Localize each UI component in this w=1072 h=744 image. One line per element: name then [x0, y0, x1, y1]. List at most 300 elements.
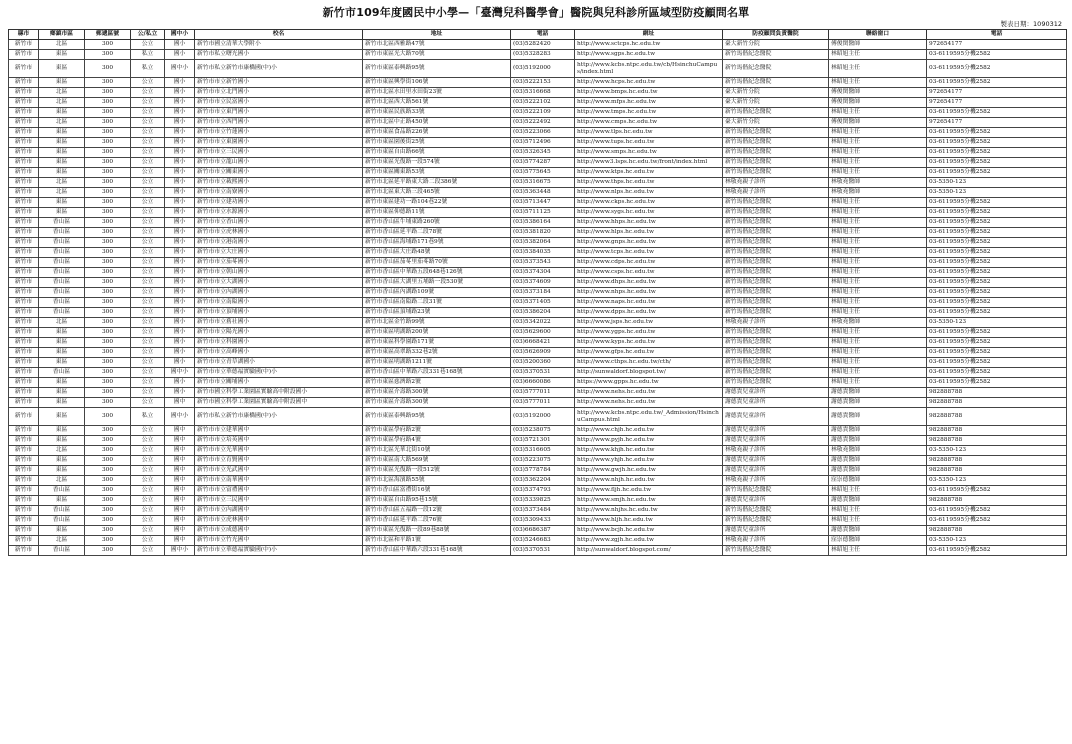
cell-address: 新竹市香山區延平路二段78號: [363, 228, 511, 238]
cell-county: 新竹市: [9, 118, 39, 128]
cell-postal-code: 300: [85, 526, 131, 536]
cell-hospital: 新竹馬偕紀念醫院: [723, 148, 829, 158]
cell-public-private: 公立: [131, 78, 165, 88]
cell-contact: 林昭旭主任: [829, 328, 927, 338]
cell-school-level: 國小: [165, 228, 195, 238]
cell-district: 北區: [39, 178, 85, 188]
cell-public-private: 公立: [131, 138, 165, 148]
cell-county: 新竹市: [9, 546, 39, 556]
cell-public-private: 公立: [131, 398, 165, 408]
cell-postal-code: 300: [85, 516, 131, 526]
cell-address: 新竹市東區建功一路104巷22號: [363, 198, 511, 208]
cell-county: 新竹市: [9, 496, 39, 506]
cell-school-name: 新竹市市立虎林國小: [195, 228, 363, 238]
cell-public-private: 公立: [131, 168, 165, 178]
cell-phone: (03)5386164: [511, 218, 575, 228]
table-row: [9, 486, 1067, 496]
header-hospital: 防疫顧問負責醫院: [723, 30, 829, 40]
cell-contact: 窪崇德醫師: [829, 476, 927, 486]
cell-school-name: 新竹市市立三民國小: [195, 148, 363, 158]
cell-county: 新竹市: [9, 258, 39, 268]
cell-district: 東區: [39, 158, 85, 168]
cell-postal-code: 300: [85, 466, 131, 476]
cell-website[interactable]: http://www.sctcps.hc.edu.tw: [575, 40, 723, 50]
cell-website[interactable]: http://www.kyps.hc.edu.tw: [575, 338, 723, 348]
cell-website[interactable]: http://www.ckps.hc.edu.tw: [575, 198, 723, 208]
cell-website[interactable]: https://www.gpps.hc.edu.tw: [575, 378, 723, 388]
cell-phone: (03)5778784: [511, 466, 575, 476]
cell-public-private: 公立: [131, 318, 165, 328]
cell-hospital: 臺大新竹分院: [723, 98, 829, 108]
cell-website[interactable]: http://www.nehs.hc.edu.tw: [575, 388, 723, 398]
cell-public-private: 私立: [131, 408, 165, 426]
cell-website[interactable]: http://www.nhjhs.hc.edu.tw: [575, 506, 723, 516]
cell-district: 北區: [39, 536, 85, 546]
cell-school-level: 國小: [165, 158, 195, 168]
cell-district: 北區: [39, 118, 85, 128]
table-row: [9, 188, 1067, 198]
cell-website[interactable]: http://www.hhps.hc.edu.tw: [575, 218, 723, 228]
cell-school-level: 國小: [165, 108, 195, 118]
cell-website[interactable]: http://www.dpps.hc.edu.tw: [575, 308, 723, 318]
cell-school-level: 國中: [165, 516, 195, 526]
cell-school-name: 新竹市市立南華國中: [195, 476, 363, 486]
cell-school-name: 新竹市市立大湖國小: [195, 278, 363, 288]
cell-hospital: 臺大新竹分院: [723, 40, 829, 50]
table-row: [9, 506, 1067, 516]
cell-public-private: 公立: [131, 198, 165, 208]
cell-district: 東區: [39, 108, 85, 118]
cell-postal-code: 300: [85, 168, 131, 178]
cell-phone: (03)5373484: [511, 506, 575, 516]
header-address: 地址: [363, 30, 511, 40]
cell-school-level: 國小: [165, 288, 195, 298]
cell-hospital: 新竹馬偕紀念醫院: [723, 378, 829, 388]
cell-hospital: 謝德貴兒童診所: [723, 436, 829, 446]
cell-website[interactable]: http://www.dhps.hc.edu.tw: [575, 278, 723, 288]
cell-school-name: 新竹市市立茄苳國小: [195, 258, 363, 268]
cell-address: 新竹市東區學府路2號: [363, 426, 511, 436]
cell-website[interactable]: http://www.nlps.hc.edu.tw: [575, 188, 723, 198]
cell-website[interactable]: http://www.chjh.hc.edu.tw: [575, 426, 723, 436]
cell-contact-phone: 03-6119595分機2582: [927, 158, 1067, 168]
table-row: [9, 368, 1067, 378]
cell-hospital: 謝德貴兒童診所: [723, 398, 829, 408]
cell-address: 新竹市東區南大路569號: [363, 456, 511, 466]
cell-public-private: 公立: [131, 98, 165, 108]
cell-public-private: 公立: [131, 108, 165, 118]
cell-school-level: 國小: [165, 50, 195, 60]
cell-postal-code: 300: [85, 426, 131, 436]
cell-contact: 林昭旭主任: [829, 268, 927, 278]
cell-school-level: 國中: [165, 446, 195, 456]
table-row: [9, 526, 1067, 536]
cell-public-private: 公立: [131, 118, 165, 128]
cell-school-level: 國小: [165, 358, 195, 368]
cell-website[interactable]: http://www.ktps.hc.edu.tw: [575, 168, 723, 178]
cell-district: 東區: [39, 338, 85, 348]
cell-school-level: 國中小: [165, 408, 195, 426]
cell-contact-phone: 03-6119595分機2582: [927, 168, 1067, 178]
cell-phone: (03)5711125: [511, 208, 575, 218]
cell-school-name: 新竹市國立科學工業園區實驗高中附設國小: [195, 388, 363, 398]
cell-hospital: 謝德貴兒童診所: [723, 456, 829, 466]
cell-public-private: 公立: [131, 486, 165, 496]
cell-website[interactable]: http://www.cdps.hc.edu.tw: [575, 258, 723, 268]
cell-website[interactable]: http://www.csps.hc.edu.tw: [575, 268, 723, 278]
cell-county: 新竹市: [9, 516, 39, 526]
cell-website[interactable]: http://www.bmps.hc.edu.tw: [575, 88, 723, 98]
cell-hospital: 新竹馬偕紀念醫院: [723, 546, 829, 556]
cell-school-name: 新竹市市立朝山國小: [195, 268, 363, 278]
cell-website[interactable]: http://www.khjh.hc.edu.tw: [575, 446, 723, 456]
cell-school-name: 新竹市私立新竹市康橋國(中)小: [195, 408, 363, 426]
cell-postal-code: 300: [85, 358, 131, 368]
cell-address: 新竹市北區延平路東大路二段386號: [363, 178, 511, 188]
cell-hospital: 新竹馬偕紀念醫院: [723, 78, 829, 88]
cell-website[interactable]: http://www.smps.hc.edu.tw: [575, 148, 723, 158]
cell-hospital: 新竹馬偕紀念醫院: [723, 60, 829, 78]
cell-phone: (03)6668421: [511, 338, 575, 348]
cell-public-private: 公立: [131, 456, 165, 466]
cell-contact-phone: 03-6119595分機2582: [927, 248, 1067, 258]
header-postal-code: 郵遞區號: [85, 30, 131, 40]
cell-district: 東區: [39, 328, 85, 338]
cell-contact-phone: 03-6119595分機2582: [927, 268, 1067, 278]
cell-school-name: 新竹市市立光華國中: [195, 446, 363, 456]
cell-postal-code: 300: [85, 446, 131, 456]
cell-website[interactable]: http://www.sygs.hc.edu.tw: [575, 208, 723, 218]
cell-public-private: 公立: [131, 128, 165, 138]
cell-public-private: 私立: [131, 60, 165, 78]
cell-hospital: 新竹馬偕紀念醫院: [723, 218, 829, 228]
cell-hospital: 新竹馬偕紀念醫院: [723, 516, 829, 526]
cell-phone: (03)5246683: [511, 536, 575, 546]
cell-website[interactable]: http://www.gnps.hc.edu.tw: [575, 238, 723, 248]
cell-school-name: 新竹市市立育賢國中: [195, 456, 363, 466]
cell-hospital: 新竹馬偕紀念醫院: [723, 158, 829, 168]
cell-county: 新竹市: [9, 198, 39, 208]
cell-district: 東區: [39, 398, 85, 408]
table-row: [9, 378, 1067, 388]
cell-phone: (03)5384035: [511, 248, 575, 258]
cell-district: 香山區: [39, 546, 85, 556]
cell-district: 東區: [39, 168, 85, 178]
cell-public-private: 公立: [131, 526, 165, 536]
cell-school-level: 國小: [165, 298, 195, 308]
cell-school-name: 新竹市市立北門國小: [195, 88, 363, 98]
cell-phone: (03)5223075: [511, 456, 575, 466]
cell-phone: (03)5374793: [511, 486, 575, 496]
cell-county: 新竹市: [9, 98, 39, 108]
table-row: [9, 228, 1067, 238]
cell-public-private: 公立: [131, 348, 165, 358]
cell-website[interactable]: http://www.kcbs.ntpc.edu.tw/cb/HsinchuCampus/index.html: [575, 60, 723, 78]
cell-postal-code: 300: [85, 536, 131, 546]
cell-phone: (03)5339825: [511, 496, 575, 506]
cell-school-level: 國小: [165, 278, 195, 288]
cell-website[interactable]: http://www.nhjh.hc.edu.tw: [575, 476, 723, 486]
cell-website[interactable]: http://www.fljh.hc.edu.tw: [575, 486, 723, 496]
cell-website[interactable]: http://www.thps.hc.edu.tw: [575, 178, 723, 188]
cell-hospital: 謝德貴兒童診所: [723, 408, 829, 426]
cell-contact: 林昭旭主任: [829, 368, 927, 378]
cell-public-private: 公立: [131, 258, 165, 268]
cell-contact-phone: 03-6119595分機2582: [927, 238, 1067, 248]
cell-website[interactable]: http://www.smjh.hc.edu.tw: [575, 496, 723, 506]
cell-county: 新竹市: [9, 88, 39, 98]
cell-county: 新竹市: [9, 228, 39, 238]
cell-phone: (03)5222492: [511, 118, 575, 128]
cell-website[interactable]: http://www.mfps.hc.edu.tw: [575, 98, 723, 108]
cell-county: 新竹市: [9, 378, 39, 388]
cell-public-private: 公立: [131, 228, 165, 238]
cell-website[interactable]: http://sunwaldorf.blogspot.tw/: [575, 368, 723, 378]
table-row: [9, 408, 1067, 426]
cell-school-name: 新竹市市立建華國中: [195, 426, 363, 436]
cell-phone: (03)5192000: [511, 60, 575, 78]
cell-public-private: 公立: [131, 466, 165, 476]
cell-website[interactable]: http://www.tlps.hc.edu.tw: [575, 128, 723, 138]
cell-hospital: 林敬堯親子診所: [723, 188, 829, 198]
cell-website[interactable]: http://www.nehs.hc.edu.tw: [575, 398, 723, 408]
cell-school-level: 國小: [165, 118, 195, 128]
cell-contact-phone: 982888788: [927, 456, 1067, 466]
cell-phone: (03)5223066: [511, 128, 575, 138]
cell-address: 新竹市東區食品路226號: [363, 128, 511, 138]
cell-website[interactable]: http://www.sgps.hc.edu.tw: [575, 50, 723, 60]
cell-school-name: 新竹市市立青草湖國小: [195, 358, 363, 368]
cell-district: 東區: [39, 436, 85, 446]
cell-contact: 林昭旭主任: [829, 338, 927, 348]
cell-website[interactable]: http://www.tups.hc.edu.tw: [575, 138, 723, 148]
cell-website[interactable]: http://sunwaldorf.blogspot.com/: [575, 546, 723, 556]
cell-contact: 傅俊閔醫師: [829, 88, 927, 98]
cell-phone: (03)5192000: [511, 408, 575, 426]
cell-county: 新竹市: [9, 248, 39, 258]
cell-website[interactable]: http://www3.lsps.hc.edu.tw/front/index.html: [575, 158, 723, 168]
cell-website[interactable]: http://www.gwjh.hc.edu.tw: [575, 466, 723, 476]
cell-school-name: 新竹市市立三民國中: [195, 496, 363, 506]
cell-website[interactable]: http://www.hlps.hc.edu.tw: [575, 228, 723, 238]
cell-phone: (03)5316605: [511, 446, 575, 456]
header-district: 鄉鎮市區: [39, 30, 85, 40]
cell-hospital: 新竹馬偕紀念醫院: [723, 128, 829, 138]
cell-website[interactable]: http://www.cthps.hc.edu.tw/cth/: [575, 358, 723, 368]
cell-website[interactable]: http://www.pyjh.hc.edu.tw: [575, 436, 723, 446]
table-row: [9, 446, 1067, 456]
cell-county: 新竹市: [9, 158, 39, 168]
cell-phone: (03)5381820: [511, 228, 575, 238]
table-row: [9, 138, 1067, 148]
cell-website[interactable]: http://www.naps.hc.edu.tw: [575, 298, 723, 308]
cell-website[interactable]: http://www.tcps.hc.edu.tw: [575, 248, 723, 258]
cell-school-level: 國小: [165, 268, 195, 278]
table-row: [9, 168, 1067, 178]
cell-postal-code: 300: [85, 50, 131, 60]
cell-postal-code: 300: [85, 188, 131, 198]
cell-hospital: 新竹馬偕紀念醫院: [723, 138, 829, 148]
cell-county: 新竹市: [9, 368, 39, 378]
cell-website[interactable]: http://www.bcjh.hc.edu.tw: [575, 526, 723, 536]
cell-website[interactable]: http://www.tmps.hc.edu.tw: [575, 108, 723, 118]
cell-school-level: 國小: [165, 148, 195, 158]
cell-website[interactable]: http://www.zgjh.hc.edu.tw: [575, 536, 723, 546]
cell-contact: 謝德貴醫師: [829, 466, 927, 476]
cell-website[interactable]: http://www.hcps.hc.edu.tw: [575, 78, 723, 88]
cell-public-private: 公立: [131, 238, 165, 248]
cell-website[interactable]: http://www.jsps.hc.edu.tw: [575, 318, 723, 328]
cell-school-name: 新竹市市立竹光國中: [195, 536, 363, 546]
cell-contact-phone: 982888788: [927, 526, 1067, 536]
cell-contact: 林昭旭主任: [829, 248, 927, 258]
cell-contact: 林昭旭主任: [829, 358, 927, 368]
cell-county: 新竹市: [9, 128, 39, 138]
cell-school-name: 新竹市市立內湖國中: [195, 506, 363, 516]
table-row: [9, 308, 1067, 318]
cell-hospital: 臺大新竹分院: [723, 118, 829, 128]
cell-contact: 林昭旭主任: [829, 108, 927, 118]
cell-postal-code: 300: [85, 98, 131, 108]
table-row: [9, 118, 1067, 128]
cell-address: 新竹市北區中正路450號: [363, 118, 511, 128]
cell-address: 新竹市東區明湖路1211號: [363, 358, 511, 368]
cell-website[interactable]: http://www.cmps.hc.edu.tw: [575, 118, 723, 128]
cell-phone: (03)5371405: [511, 298, 575, 308]
cell-county: 新竹市: [9, 188, 39, 198]
cell-school-name: 新竹市市立龍山國小: [195, 158, 363, 168]
cell-county: 新竹市: [9, 50, 39, 60]
cell-school-level: 國小: [165, 388, 195, 398]
cell-postal-code: 300: [85, 228, 131, 238]
cell-website[interactable]: http://www.hljh.hc.edu.tw: [575, 516, 723, 526]
cell-website[interactable]: http://www.yhjh.hc.edu.tw: [575, 456, 723, 466]
cell-school-level: 國中: [165, 398, 195, 408]
cell-contact: 謝德貴醫師: [829, 526, 927, 536]
cell-county: 新竹市: [9, 138, 39, 148]
cell-address: 新竹市北區東大路三段465號: [363, 188, 511, 198]
cell-contact-phone: 03-6119595分機2582: [927, 228, 1067, 238]
cell-phone: (03)5200360: [511, 358, 575, 368]
table-row: [9, 40, 1067, 50]
cell-school-name: 新竹市市立民富國小: [195, 98, 363, 108]
cell-county: 新竹市: [9, 466, 39, 476]
cell-postal-code: 300: [85, 128, 131, 138]
cell-address: 新竹市香山區大湖里五埔路一段530號: [363, 278, 511, 288]
cell-phone: (03)5238075: [511, 426, 575, 436]
cell-address: 新竹市香山區中華路六段331巷168號: [363, 546, 511, 556]
cell-contact-phone: 03-5350-123: [927, 188, 1067, 198]
table-header-row: [9, 30, 1067, 40]
cell-district: 香山區: [39, 516, 85, 526]
cell-school-name: 新竹市市立虎林國中: [195, 516, 363, 526]
cell-district: 東區: [39, 358, 85, 368]
cell-phone: (03)5629600: [511, 328, 575, 338]
cell-county: 新竹市: [9, 506, 39, 516]
cell-school-level: 國小: [165, 188, 195, 198]
cell-contact-phone: 972654177: [927, 118, 1067, 128]
cell-website[interactable]: http://www.gfps.hc.edu.tw: [575, 348, 723, 358]
cell-address: 新竹市東區光復路一段574號: [363, 158, 511, 168]
cell-contact: 謝德貴醫師: [829, 426, 927, 436]
cell-hospital: 新竹馬偕紀念醫院: [723, 268, 829, 278]
cell-district: 東區: [39, 426, 85, 436]
cell-address: 新竹市東區光大路70號: [363, 50, 511, 60]
cell-school-level: 國小: [165, 328, 195, 338]
cell-county: 新竹市: [9, 60, 39, 78]
cell-public-private: 公立: [131, 88, 165, 98]
cell-contact-phone: 03-6119595分機2582: [927, 308, 1067, 318]
table-row: [9, 248, 1067, 258]
table-row: [9, 476, 1067, 486]
cell-address: 新竹市東區仰德路11號: [363, 208, 511, 218]
cell-district: 香山區: [39, 228, 85, 238]
cell-school-name: 新竹市市立舊社國小: [195, 318, 363, 328]
cell-school-level: 國小: [165, 178, 195, 188]
table-row: [9, 98, 1067, 108]
cell-phone: (03)5316675: [511, 178, 575, 188]
cell-website[interactable]: http://www.kcbs.ntpc.edu.tw/_Admission/HsinchuCampus.html: [575, 408, 723, 426]
cell-contact-phone: 03-6119595分機2582: [927, 218, 1067, 228]
table-row: [9, 208, 1067, 218]
cell-district: 香山區: [39, 308, 85, 318]
cell-hospital: 新竹馬偕紀念醫院: [723, 168, 829, 178]
cell-postal-code: 300: [85, 40, 131, 50]
cell-public-private: 公立: [131, 158, 165, 168]
cell-address: 新竹市東區泰興路95號: [363, 408, 511, 426]
cell-hospital: 林敬堯親子診所: [723, 476, 829, 486]
cell-address: 新竹市北區西雅路47號: [363, 40, 511, 50]
cell-hospital: 新竹馬偕紀念醫院: [723, 506, 829, 516]
cell-hospital: 新竹馬偕紀念醫院: [723, 50, 829, 60]
cell-contact-phone: 03-5350-123: [927, 536, 1067, 546]
cell-contact-phone: 972654177: [927, 88, 1067, 98]
cell-public-private: 公立: [131, 436, 165, 446]
cell-school-name: 新竹市私立新竹市康橋國(中)小: [195, 60, 363, 78]
table-row: [9, 108, 1067, 118]
cell-school-name: 新竹市市立關埔國小: [195, 378, 363, 388]
cell-address: 新竹市東區學府路4號: [363, 436, 511, 446]
cell-school-level: 國小: [165, 348, 195, 358]
cell-contact: 林昭旭主任: [829, 516, 927, 526]
cell-postal-code: 300: [85, 496, 131, 506]
cell-website[interactable]: http://www.ygps.hc.edu.tw: [575, 328, 723, 338]
table-row: [9, 258, 1067, 268]
cell-contact-phone: 982888788: [927, 398, 1067, 408]
cell-website[interactable]: http://www.nhps.hc.edu.tw: [575, 288, 723, 298]
cell-hospital: 臺大新竹分院: [723, 88, 829, 98]
cell-district: 北區: [39, 318, 85, 328]
cell-public-private: 公立: [131, 496, 165, 506]
cell-contact: 林昭旭主任: [829, 546, 927, 556]
cell-school-level: 國中小: [165, 546, 195, 556]
cell-postal-code: 300: [85, 158, 131, 168]
cell-contact: 林昭旭主任: [829, 288, 927, 298]
cell-county: 新竹市: [9, 268, 39, 278]
cell-contact: 林昭旭主任: [829, 218, 927, 228]
cell-contact: 林昭旭主任: [829, 198, 927, 208]
cell-county: 新竹市: [9, 536, 39, 546]
table-row: [9, 128, 1067, 138]
cell-phone: (03)5382064: [511, 238, 575, 248]
cell-county: 新竹市: [9, 328, 39, 338]
cell-contact-phone: 03-6119595分機2582: [927, 138, 1067, 148]
cell-school-name: 新竹市市立培英國中: [195, 436, 363, 446]
cell-hospital: 謝德貴兒童診所: [723, 466, 829, 476]
cell-district: 香山區: [39, 368, 85, 378]
cell-postal-code: 300: [85, 148, 131, 158]
cell-county: 新竹市: [9, 218, 39, 228]
